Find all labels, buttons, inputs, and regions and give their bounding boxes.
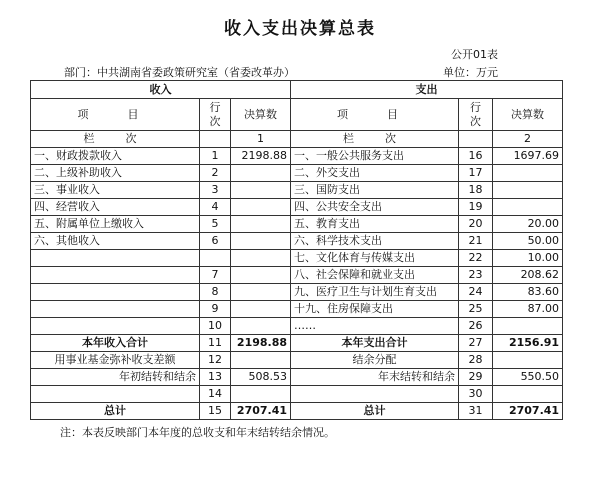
total-row — [31, 335, 563, 352]
column-index-row — [31, 131, 563, 148]
income-amount-cell — [231, 233, 291, 250]
expense-amount-cell: 1697.69 — [493, 148, 563, 165]
income-item-cell: 六、其他收入 — [31, 233, 200, 250]
income-total-row-no-cell: 14 — [200, 386, 231, 403]
table-row — [31, 233, 563, 250]
expense-amount-cell: 83.60 — [493, 284, 563, 301]
expense-item-cell: 九、医疗卫生与计划生育支出 — [291, 284, 459, 301]
income-amount-cell — [231, 216, 291, 233]
income-total-row-no-cell: 11 — [200, 335, 231, 352]
report-title: 收入支出决算总表 — [224, 19, 376, 39]
expense-amount-cell — [493, 182, 563, 199]
expense-row-no-cell: 17 — [459, 165, 493, 182]
expense-item-header: 项 目 — [291, 99, 459, 131]
expense-row-no-cell: 25 — [459, 301, 493, 318]
table-row — [31, 216, 563, 233]
total-row — [31, 352, 563, 369]
expense-total-item-cell: 年末结转和结余 — [291, 369, 459, 386]
total-row — [31, 403, 563, 420]
income-amount-cell — [231, 301, 291, 318]
expense-amount-cell: 87.00 — [493, 301, 563, 318]
department-label: 部门：中共湖南省委政策研究室（省委改革办） — [64, 66, 295, 79]
expense-row-no-cell: 26 — [459, 318, 493, 335]
table-row — [31, 250, 563, 267]
income-item-cell — [31, 267, 200, 284]
expense-amount-cell: 20.00 — [493, 216, 563, 233]
income-amount-cell — [231, 318, 291, 335]
income-total-amount-cell: 508.53 — [231, 369, 291, 386]
income-index-number: 1 — [231, 131, 291, 148]
expense-item-cell: 六、科学技术支出 — [291, 233, 459, 250]
table-number: 公开01表 — [451, 48, 498, 61]
income-item-cell — [31, 250, 200, 267]
income-amount-cell — [231, 250, 291, 267]
expense-total-amount-cell — [493, 386, 563, 403]
expense-row-no-cell: 18 — [459, 182, 493, 199]
income-item-cell: 二、上级补助收入 — [31, 165, 200, 182]
expense-item-cell: 四、公共安全支出 — [291, 199, 459, 216]
income-total-item-cell — [31, 386, 200, 403]
income-row-no-header: 行次 — [200, 99, 231, 131]
income-amount-cell — [231, 284, 291, 301]
income-total-amount-cell — [231, 352, 291, 369]
expense-amount-header: 决算数 — [493, 99, 563, 131]
expense-amount-cell: 50.00 — [493, 233, 563, 250]
expense-total-amount-cell: 550.50 — [493, 369, 563, 386]
income-amount-header: 决算数 — [231, 99, 291, 131]
expense-total-row-no-cell: 28 — [459, 352, 493, 369]
expense-total-amount-cell: 2707.41 — [493, 403, 563, 420]
expense-row-no-cell: 23 — [459, 267, 493, 284]
expense-item-cell: 三、国防支出 — [291, 182, 459, 199]
expense-total-item-cell: 总计 — [291, 403, 459, 420]
total-row — [31, 369, 563, 386]
expense-section-header: 支出 — [291, 81, 563, 99]
expense-item-cell: 八、社会保障和就业支出 — [291, 267, 459, 284]
income-total-item-cell: 本年收入合计 — [31, 335, 200, 352]
expense-item-cell: 一、一般公共服务支出 — [291, 148, 459, 165]
expense-total-item-cell: 结余分配 — [291, 352, 459, 369]
table-row — [31, 165, 563, 182]
income-row-no-cell: 3 — [200, 182, 231, 199]
section-header-row — [31, 81, 563, 99]
expense-row-no-cell: 16 — [459, 148, 493, 165]
income-total-amount-cell — [231, 386, 291, 403]
table-row — [31, 301, 563, 318]
expense-item-cell: 十九、住房保障支出 — [291, 301, 459, 318]
income-item-cell — [31, 301, 200, 318]
expense-amount-cell: 10.00 — [493, 250, 563, 267]
table-row — [31, 284, 563, 301]
expense-item-cell: 七、文化体育与传媒支出 — [291, 250, 459, 267]
expense-row-no-cell: 22 — [459, 250, 493, 267]
income-row-no-cell: 5 — [200, 216, 231, 233]
income-row-no-cell: 1 — [200, 148, 231, 165]
table-row — [31, 148, 563, 165]
income-item-header: 项 目 — [31, 99, 200, 131]
income-row-no-cell: 9 — [200, 301, 231, 318]
income-section-header: 收入 — [31, 81, 291, 99]
expense-total-amount-cell — [493, 352, 563, 369]
expense-total-amount-cell: 2156.91 — [493, 335, 563, 352]
total-row — [31, 386, 563, 403]
income-row-no-cell: 8 — [200, 284, 231, 301]
income-total-item-cell: 用事业基金弥补收支差额 — [31, 352, 200, 369]
expense-index-label: 栏 次 — [291, 131, 459, 148]
expense-item-cell: 二、外交支出 — [291, 165, 459, 182]
expense-row-no-cell: 21 — [459, 233, 493, 250]
income-item-cell — [31, 284, 200, 301]
column-header-row — [31, 99, 563, 131]
table-row — [31, 318, 563, 335]
expense-amount-cell — [493, 318, 563, 335]
summary-table — [30, 80, 563, 420]
income-amount-cell: 2198.88 — [231, 148, 291, 165]
income-row-no-cell: 6 — [200, 233, 231, 250]
expense-item-cell: 五、教育支出 — [291, 216, 459, 233]
income-row-no-cell: 7 — [200, 267, 231, 284]
footnote: 注：本表反映部门本年度的总收支和年末结转结余情况。 — [60, 426, 335, 439]
expense-row-no-header: 行次 — [459, 99, 493, 131]
income-item-cell — [31, 318, 200, 335]
income-row-no-cell: 10 — [200, 318, 231, 335]
expense-total-row-no-cell: 31 — [459, 403, 493, 420]
income-total-item-cell: 总计 — [31, 403, 200, 420]
income-total-amount-cell: 2198.88 — [231, 335, 291, 352]
income-row-no-cell: 2 — [200, 165, 231, 182]
income-total-item-cell: 年初结转和结余 — [31, 369, 200, 386]
income-total-row-no-cell: 15 — [200, 403, 231, 420]
income-amount-cell — [231, 199, 291, 216]
table-row — [31, 199, 563, 216]
expense-index-number: 2 — [493, 131, 563, 148]
income-total-row-no-cell: 13 — [200, 369, 231, 386]
expense-row-no-cell: 24 — [459, 284, 493, 301]
unit-label: 单位：万元 — [443, 66, 498, 79]
income-amount-cell — [231, 182, 291, 199]
income-item-cell: 三、事业收入 — [31, 182, 200, 199]
expense-item-cell: …… — [291, 318, 459, 335]
expense-row-no-cell: 20 — [459, 216, 493, 233]
income-item-cell: 五、附属单位上缴收入 — [31, 216, 200, 233]
income-total-amount-cell: 2707.41 — [231, 403, 291, 420]
expense-amount-cell — [493, 199, 563, 216]
expense-total-row-no-cell: 30 — [459, 386, 493, 403]
income-amount-cell — [231, 267, 291, 284]
income-item-cell: 一、财政拨款收入 — [31, 148, 200, 165]
expense-total-item-cell: 本年支出合计 — [291, 335, 459, 352]
expense-total-row-no-cell: 27 — [459, 335, 493, 352]
table-row — [31, 182, 563, 199]
expense-amount-cell: 208.62 — [493, 267, 563, 284]
expense-total-row-no-cell: 29 — [459, 369, 493, 386]
income-total-row-no-cell: 12 — [200, 352, 231, 369]
expense-amount-cell — [493, 165, 563, 182]
income-row-no-cell — [200, 250, 231, 267]
income-row-no-cell: 4 — [200, 199, 231, 216]
income-amount-cell — [231, 165, 291, 182]
table-row — [31, 267, 563, 284]
expense-row-no-cell: 19 — [459, 199, 493, 216]
income-index-label: 栏 次 — [31, 131, 200, 148]
expense-total-item-cell — [291, 386, 459, 403]
income-item-cell: 四、经营收入 — [31, 199, 200, 216]
